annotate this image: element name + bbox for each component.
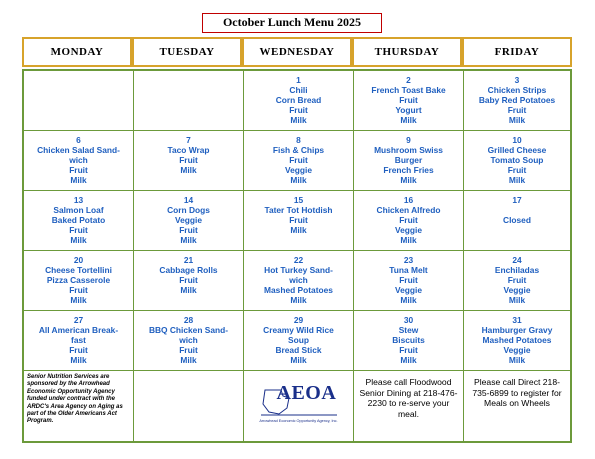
date-number: 9 [406,135,411,145]
floodwood-dining-info: Please call Floodwood Senior Dining at 218-476-2230 to re-serve your meal. [354,371,464,441]
menu-item: Soup [288,335,309,345]
menu-item: Milk [290,115,307,125]
menu-item: Veggie [395,285,422,295]
menu-item: Milk [180,235,197,245]
menu-day-cell-friday [464,131,570,191]
menu-item: Burger [394,155,423,165]
menu-day-cell-thursday [354,311,464,371]
menu-item: Fruit [69,225,88,235]
date-number: 31 [512,315,522,325]
date-number: 13 [73,195,84,205]
menu-day-cell-monday [24,131,134,191]
menu-item: Milk [508,295,526,305]
menu-item: Hot Turkey Sand- [264,265,333,275]
menu-item: Veggie [285,165,312,175]
menu-item: Fruit [289,105,308,115]
menu-item: Veggie [395,225,422,235]
menu-item: Milk [290,175,307,185]
date-number: 6 [76,135,81,145]
empty-footer-cell [134,371,244,441]
day-header-thursday: THURSDAY [352,37,462,67]
menu-item: Fruit [179,225,198,235]
menu-day-cell-wednesday [244,311,354,371]
date-number: 28 [183,315,194,325]
date-number: 15 [293,195,304,205]
menu-item: Fruit [399,215,418,225]
date-number: 8 [296,135,301,145]
day-header-friday: FRIDAY [462,37,572,67]
date-number: 1 [296,75,301,85]
menu-item: Fruit [289,215,308,225]
menu-item: Fruit [289,155,308,165]
menu-item: Yogurt [395,105,422,115]
menu-item: Salmon Loaf [53,205,104,215]
menu-item: Fruit [399,275,418,285]
menu-item: Pizza Casserole [46,275,111,285]
menu-item: Milk [508,115,526,125]
meals-on-wheels-info: Please call Direct 218-735-6899 to register for Meals on Wheels [472,377,562,408]
menu-item: Milk [70,235,87,245]
date-number: 21 [183,255,194,265]
menu-item: Mashed Potatoes [264,285,333,295]
menu-item: Cabbage Rolls [159,265,218,275]
menu-item: Milk [400,115,417,125]
menu-item: Mushroom Swiss [374,145,443,155]
menu-item: Grilled Cheese [487,145,547,155]
menu-item: French Toast Bake [371,85,446,95]
date-number: 14 [183,195,194,205]
menu-day-cell-monday [24,251,134,311]
menu-item: Milk [290,295,307,305]
menu-item: Milk [508,355,526,365]
menu-item: Fruit [69,285,88,295]
menu-day-cell-tuesday [134,311,244,371]
date-number: 16 [403,195,414,205]
menu-item: Fish & Chips [272,145,325,155]
menu-item: Fruit [507,275,527,285]
menu-item: Chili [289,85,308,95]
menu-item: Fruit [507,165,527,175]
menu-item: BBQ Chicken Sand- [148,325,229,335]
logo-subtitle: Arrowhead Economic Opportunity Agency, Inc. [259,419,338,423]
date-number: 27 [73,315,84,325]
menu-day-cell-thursday [354,191,464,251]
menu-item: Baked Potato [51,215,106,225]
menu-title: October Lunch Menu 2025 [202,13,382,33]
menu-item: Milk [180,355,197,365]
menu-item: Cheese Tortellini [45,265,112,275]
date-number: 30 [403,315,414,325]
menu-item: Closed [503,215,531,225]
menu-item: Fruit [399,345,418,355]
menu-item: Creamy Wild Rice [263,325,334,335]
menu-item: Milk [400,295,417,305]
menu-item: Chicken Salad Sand- [37,145,120,155]
menu-day-cell-monday [24,191,134,251]
menu-day-cell-thursday [354,131,464,191]
menu-item: French Fries [383,165,434,175]
menu-day-cell-wednesday [244,131,354,191]
menu-item: Milk [70,355,87,365]
menu-item: Milk [290,355,307,365]
menu-item: Milk [70,295,87,305]
menu-item: Hamburger Gravy [481,325,553,335]
menu-item: Mashed Potatoes [482,335,552,345]
menu-item: wich [289,275,308,285]
date-number: 3 [514,75,520,85]
aeoa-logo [259,382,339,426]
date-number: 10 [512,135,522,145]
menu-day-cell-tuesday [134,191,244,251]
menu-item: Fruit [399,95,418,105]
menu-item: Milk [400,355,417,365]
menu-item: Stew [398,325,419,335]
menu-item: Fruit [179,275,198,285]
menu-item: Veggie [503,285,531,295]
menu-day-cell-thursday [354,71,464,131]
menu-item: Chicken Alfredo [376,205,441,215]
menu-day-cell-wednesday [244,71,354,131]
menu-day-cell-tuesday [134,131,244,191]
menu-item: Veggie [175,215,202,225]
menu-day-cell-monday [24,311,134,371]
menu-item: Milk [70,175,87,185]
menu-item: Chicken Strips [487,85,547,95]
menu-day-cell-friday [464,311,570,371]
menu-item: Milk [400,175,417,185]
menu-item: Milk [400,235,417,245]
menu-item: Fruit [179,345,198,355]
menu-item: Tater Tot Hotdish [264,205,333,215]
menu-day-cell-friday [464,71,570,131]
date-number: 20 [73,255,84,265]
sponsor-note: Senior Nutrition Services are sponsored by the Arrowhead Economic Opportunity Agency funded under contract with the ARDC's Area Agency on Aging as part of the Older Americans Act Program. [24,371,134,441]
menu-item: wich [69,155,88,165]
date-number: 22 [293,255,304,265]
date-number: 17 [512,195,522,205]
menu-item: Taco Wrap [167,145,210,155]
menu-item [464,205,570,215]
logo-wordmark: AEOA [276,382,337,404]
menu-item: Veggie [503,345,531,355]
menu-day-cell-tuesday [134,71,244,131]
menu-item: Milk [290,225,307,235]
menu-item: Milk [508,175,526,185]
menu-item: wich [179,335,198,345]
date-number: 2 [406,75,411,85]
menu-day-cell-monday [24,71,134,131]
menu-item: All American Break- [38,325,119,335]
day-header-wednesday: WEDNESDAY [242,37,352,67]
menu-day-cell-wednesday [244,191,354,251]
date-number: 23 [403,255,414,265]
menu-item: Fruit [507,105,527,115]
aeoa-logo-cell [244,371,354,441]
day-header-monday: MONDAY [22,37,132,67]
date-number: 24 [512,255,522,265]
menu-item: fast [71,335,86,345]
menu-item: Tomato Soup [490,155,544,165]
menu-item: Fruit [69,345,88,355]
menu-item: Fruit [179,155,198,165]
date-number: 7 [186,135,191,145]
menu-day-cell-thursday [354,251,464,311]
menu-item: Milk [180,165,197,175]
menu-item: Fruit [69,165,88,175]
menu-item: Milk [180,285,197,295]
menu-day-cell-friday [464,191,570,251]
date-number: 29 [293,315,304,325]
menu-item: Corn Bread [275,95,322,105]
menu-item: Enchiladas [494,265,540,275]
menu-item: Baby Red Potatoes [478,95,556,105]
menu-day-cell-wednesday [244,251,354,311]
menu-calendar-grid [22,69,572,443]
menu-item: Tuna Melt [389,265,428,275]
menu-item: Biscuits [392,335,425,345]
day-header-tuesday: TUESDAY [132,37,242,67]
menu-item: Bread Stick [275,345,322,355]
menu-day-cell-friday [464,251,570,311]
menu-day-cell-tuesday [134,251,244,311]
menu-item: Corn Dogs [167,205,210,215]
